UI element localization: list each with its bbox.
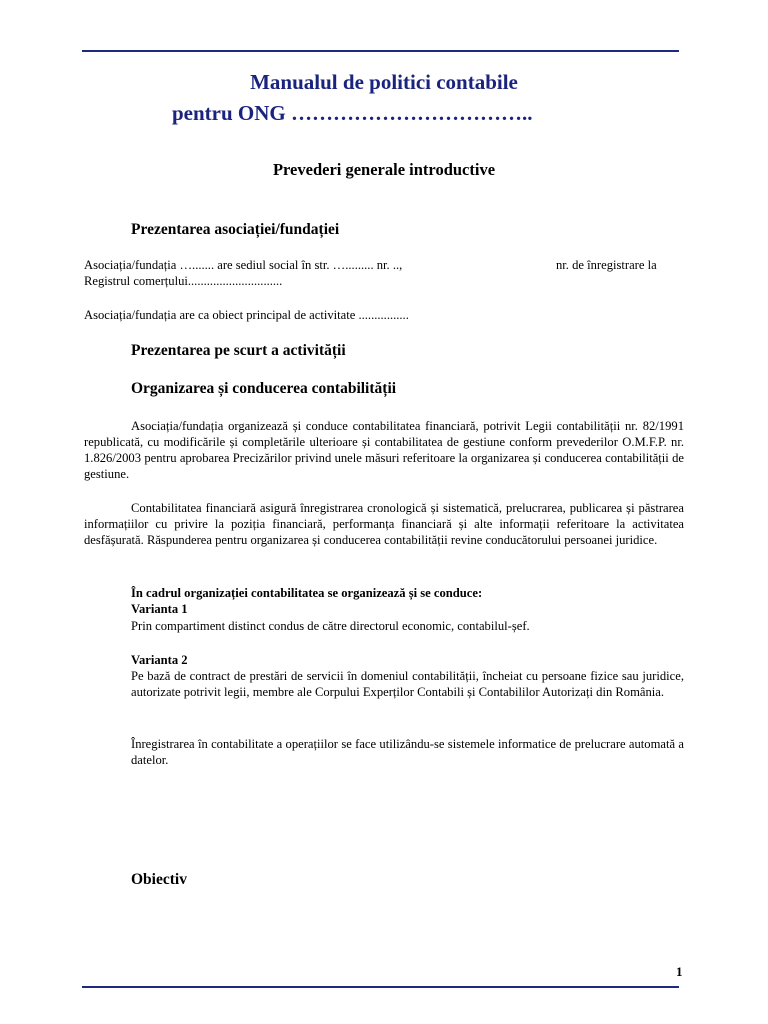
document-title-line2: pentru ONG …………………………….. [172,101,533,125]
heading-objective: Obiectiv [131,871,187,888]
variant1-label: Varianta 1 [131,602,188,616]
presentation-line3: Asociația/fundația are ca obiect principal de activitate ................ [84,308,409,322]
variant2-text: Pe bază de contract de prestări de servicii în domeniul contabilității, încheiat cu persoane fizice sau juridice, autorizate potrivit legii, membre ale Corpului Experților Contabili și Contabililor Autorizați din România. [131,669,684,699]
presentation-line1-a: Asociația/fundația …....... are sediul social în str. …......... nr. .., [84,258,403,272]
heading-presentation: Prezentarea asociației/fundației [131,221,340,238]
presentation-line2: Registrul comerțului.............................. [84,274,283,288]
variant2-label: Varianta 2 [131,653,188,667]
accounting-paragraph-2: Contabilitatea financiară asigură înregistrarea cronologică și sistematică, prelucrarea, publicarea și păstrarea informațiilor cu privire la poziția financiară, performanța financiară și alte informații referitoare la activitatea desfășurată. Răspunderea pentru organizarea și conducerea contabilității revine conducătorului persoanei juridice. [84,501,684,547]
page-number: 1 [676,964,683,979]
accounting-paragraph-1: Asociația/fundația organizează și conduce contabilitatea financiară, potrivit Legii contabilității nr. 82/1991 republicată, cu modificările și completările ulterioare și contabilitatea de gestiune conform prevederilor O.M.F.P. nr. 1.826/2003 pentru aprobarea Precizărilor privind unele măsuri referitoare la organizarea și conducerea contabilității de gestiune. [84,419,684,481]
framework-heading: În cadrul organizației contabilitatea se organizează și se conduce: [131,586,483,600]
registration-text: Înregistrarea în contabilitate a operațiilor se face utilizându-se sistemele informatice de prelucrare automată a datelor. [131,737,684,767]
header-rule [82,50,679,52]
variant1-text: Prin compartiment distinct condus de către directorul economic, contabilul-șef. [131,619,530,633]
presentation-line1-b: nr. de înregistrare la [556,258,657,272]
heading-accounting: Organizarea și conducerea contabilității [131,380,397,397]
document-subtitle: Prevederi generale introductive [272,160,496,179]
document-title: Manualul de politici contabile [250,70,518,94]
heading-activity: Prezentarea pe scurt a activității [131,342,346,359]
footer-rule [82,986,679,988]
